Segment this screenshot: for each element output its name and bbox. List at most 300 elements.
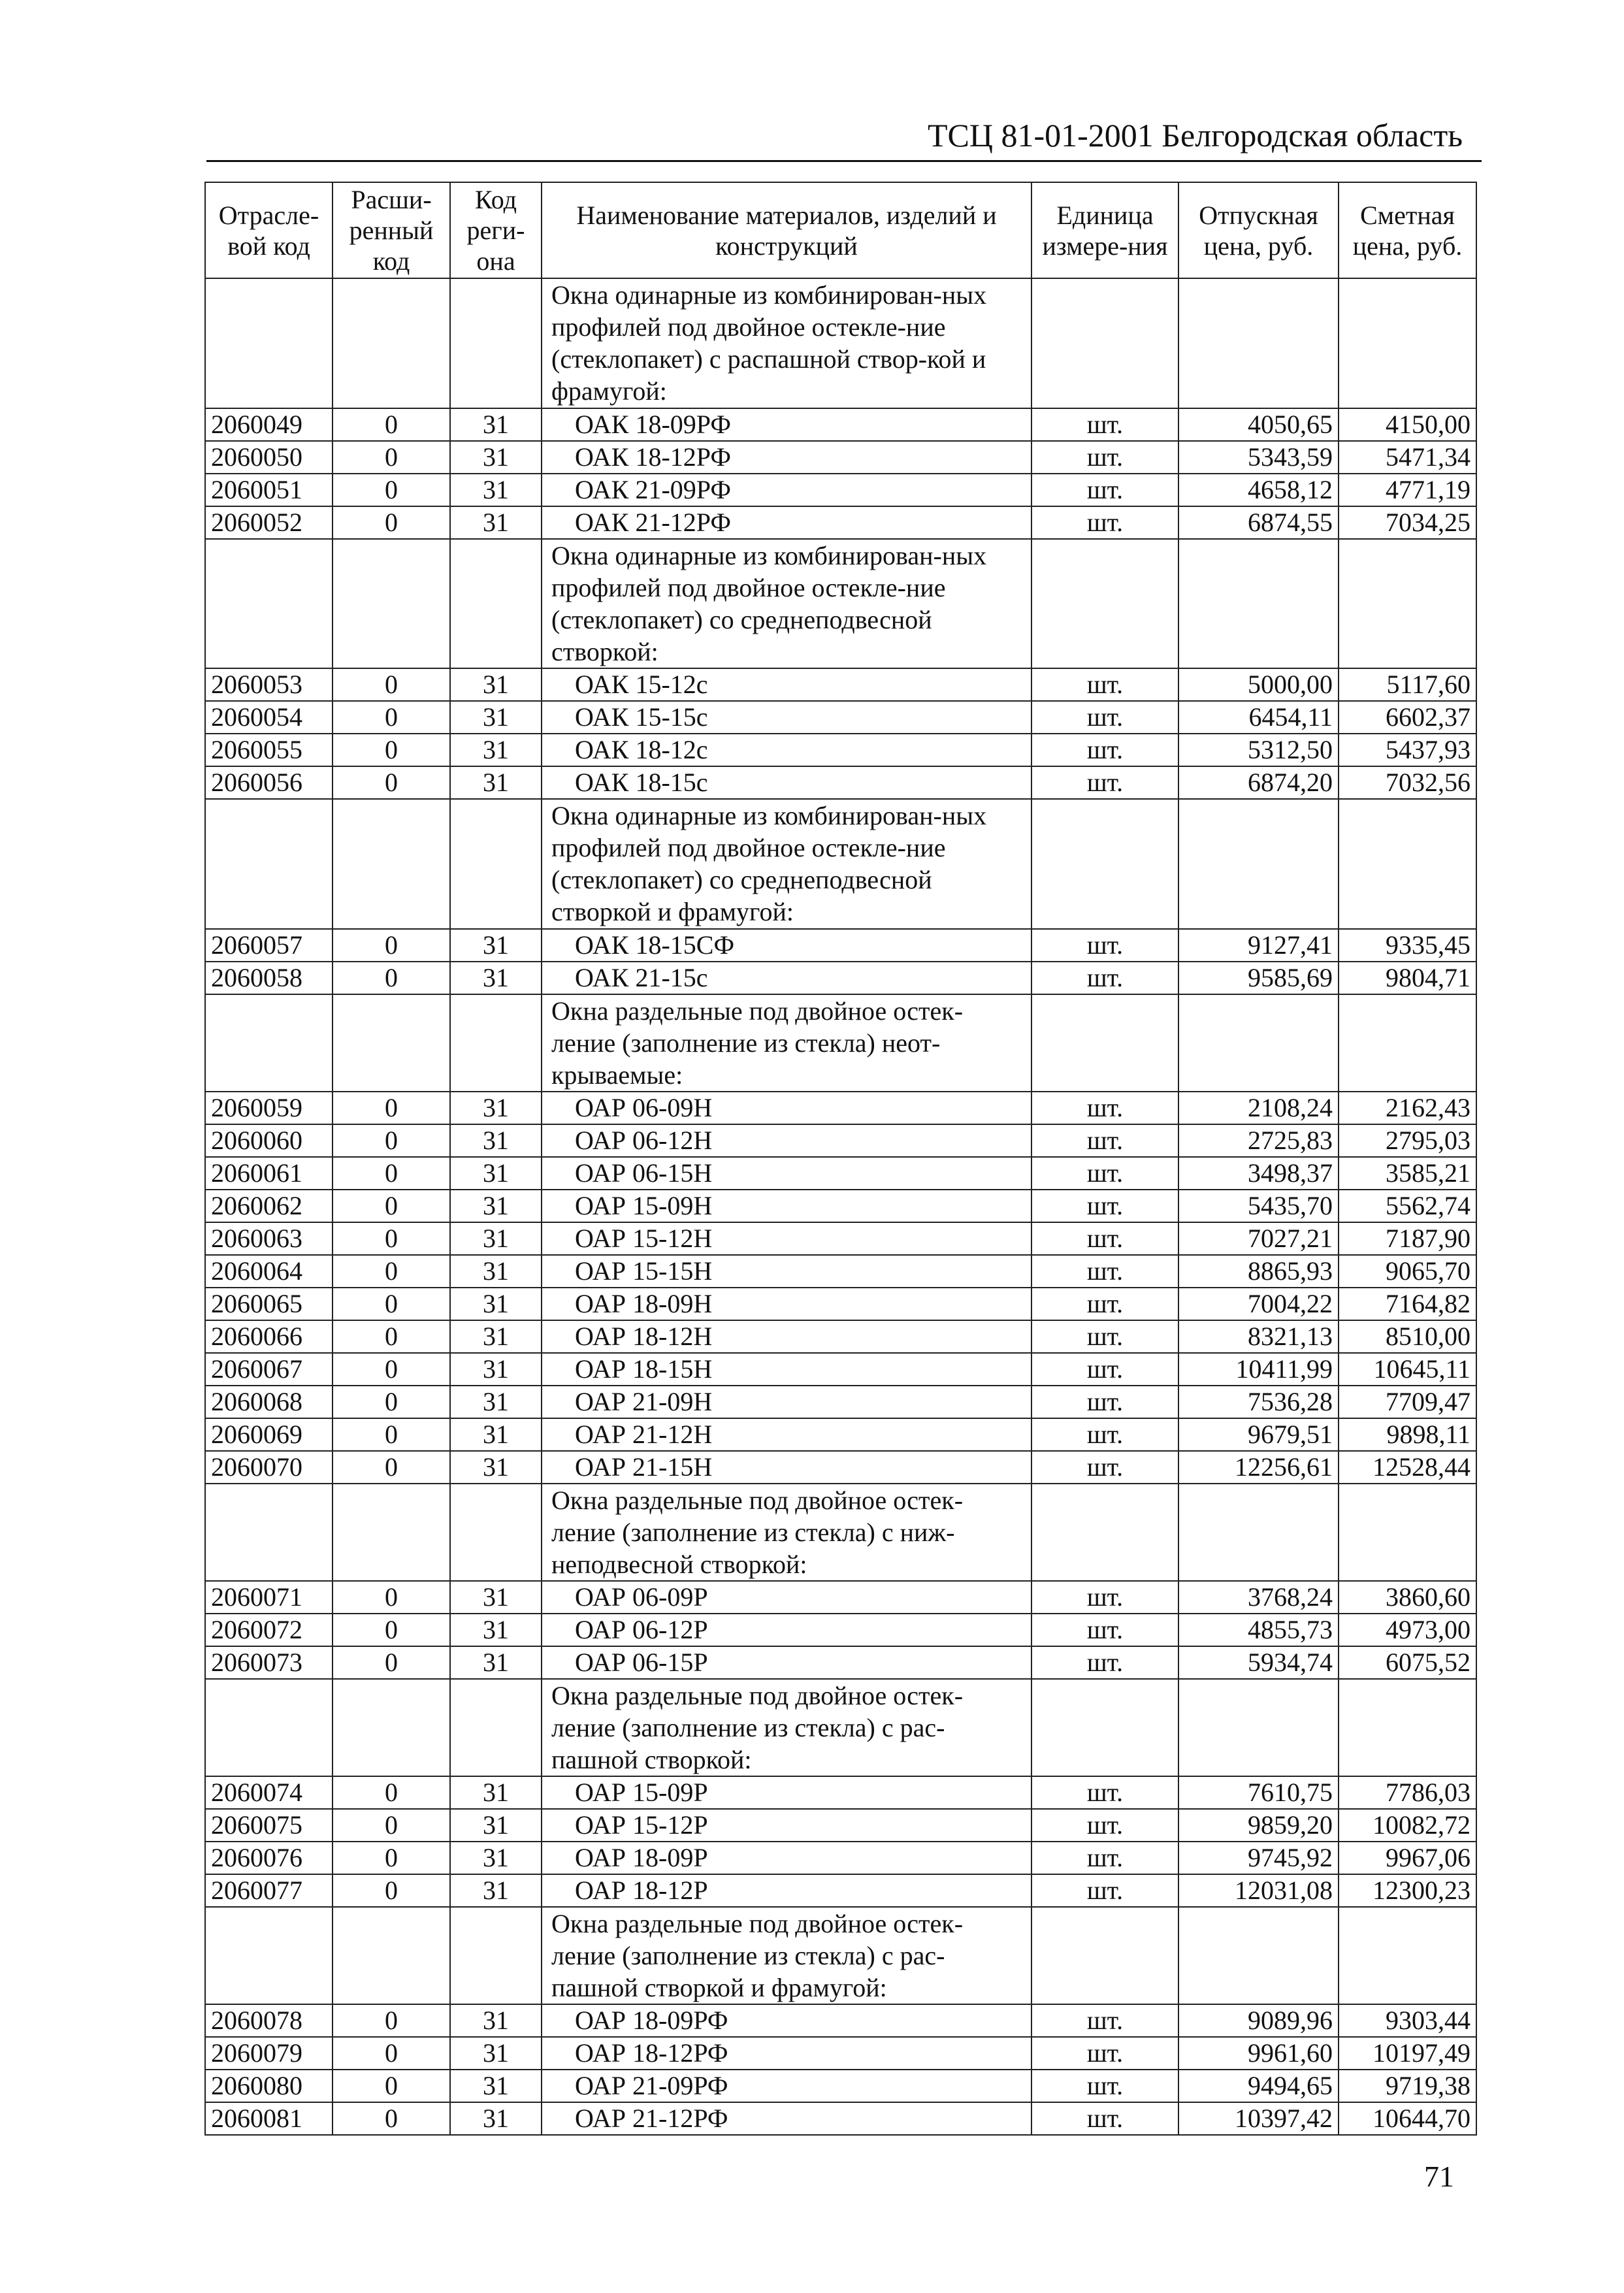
cell-release-price: 4658,12 — [1178, 474, 1339, 506]
cell-name: ОАР 21-12Н — [542, 1418, 1031, 1451]
cell-unit: шт. — [1031, 506, 1178, 539]
cell-region-code: 31 — [450, 734, 542, 766]
cell-ext-code: 0 — [333, 1320, 450, 1353]
empty-cell — [205, 1907, 333, 2004]
empty-cell — [1031, 799, 1178, 929]
cell-ext-code: 0 — [333, 1614, 450, 1646]
group-title: Окна одинарные из комбинирован-ных профилей под двойное остекле-ние (стеклопакет) со среднеподвесной створкой и фрамугой: — [542, 799, 1031, 929]
table-row — [205, 929, 1476, 962]
empty-cell — [333, 1484, 450, 1581]
table-row — [205, 1418, 1476, 1451]
cell-code: 2060053 — [205, 668, 333, 701]
table-row — [205, 962, 1476, 994]
cell-region-code: 31 — [450, 1874, 542, 1907]
cell-unit: шт. — [1031, 701, 1178, 734]
table-row — [205, 1646, 1476, 1679]
cell-estimate-price: 7187,90 — [1339, 1222, 1476, 1255]
cell-code: 2060049 — [205, 408, 333, 441]
cell-region-code: 31 — [450, 1842, 542, 1874]
cell-release-price: 5312,50 — [1178, 734, 1339, 766]
group-title: Окна раздельные под двойное остек-ление (заполнение из стекла) с рас-пашной створкой и фрамугой: — [542, 1907, 1031, 2004]
empty-cell — [1178, 1484, 1339, 1581]
cell-estimate-price: 5562,74 — [1339, 1190, 1476, 1222]
cell-region-code: 31 — [450, 1320, 542, 1353]
empty-cell — [1339, 1907, 1476, 2004]
cell-region-code: 31 — [450, 1451, 542, 1484]
empty-cell — [1031, 1679, 1178, 1776]
group-title-row — [205, 1484, 1476, 1581]
cell-ext-code: 0 — [333, 1874, 450, 1907]
table-row — [205, 1581, 1476, 1614]
cell-ext-code: 0 — [333, 734, 450, 766]
table-row — [205, 1809, 1476, 1842]
empty-cell — [1178, 539, 1339, 668]
cell-ext-code: 0 — [333, 1124, 450, 1157]
table-row — [205, 1386, 1476, 1418]
cell-release-price: 7004,22 — [1178, 1288, 1339, 1320]
empty-cell — [205, 1679, 333, 1776]
table-row — [205, 1190, 1476, 1222]
cell-unit: шт. — [1031, 1842, 1178, 1874]
cell-code: 2060050 — [205, 441, 333, 474]
cell-release-price: 5435,70 — [1178, 1190, 1339, 1222]
col-header-code: Отрасле-вой код — [205, 182, 333, 278]
cell-unit: шт. — [1031, 929, 1178, 962]
cell-estimate-price: 5117,60 — [1339, 668, 1476, 701]
cell-ext-code: 0 — [333, 408, 450, 441]
cell-code: 2060081 — [205, 2102, 333, 2135]
group-title-row — [205, 278, 1476, 408]
cell-estimate-price: 9335,45 — [1339, 929, 1476, 962]
table-body — [205, 278, 1476, 2135]
cell-region-code: 31 — [450, 1646, 542, 1679]
cell-ext-code: 0 — [333, 1581, 450, 1614]
cell-ext-code: 0 — [333, 2102, 450, 2135]
table-row — [205, 1353, 1476, 1386]
table-row — [205, 1092, 1476, 1124]
group-title: Окна раздельные под двойное остек-ление (заполнение из стекла) с ниж-неподвесной створкой: — [542, 1484, 1031, 1581]
cell-estimate-price: 2795,03 — [1339, 1124, 1476, 1157]
cell-ext-code: 0 — [333, 1842, 450, 1874]
cell-region-code: 31 — [450, 2070, 542, 2102]
cell-release-price: 9961,60 — [1178, 2037, 1339, 2070]
group-title: Окна одинарные из комбинирован-ных профилей под двойное остекле-ние (стеклопакет) с распашной створ-кой и фрамугой: — [542, 278, 1031, 408]
cell-unit: шт. — [1031, 1874, 1178, 1907]
empty-cell — [1178, 278, 1339, 408]
cell-estimate-price: 7709,47 — [1339, 1386, 1476, 1418]
cell-unit: шт. — [1031, 1646, 1178, 1679]
cell-estimate-price: 7032,56 — [1339, 766, 1476, 799]
col-header-estimate-price: Сметная цена, руб. — [1339, 182, 1476, 278]
table-row — [205, 2102, 1476, 2135]
empty-cell — [1339, 799, 1476, 929]
cell-unit: шт. — [1031, 474, 1178, 506]
cell-code: 2060058 — [205, 962, 333, 994]
cell-release-price: 2725,83 — [1178, 1124, 1339, 1157]
cell-unit: шт. — [1031, 1353, 1178, 1386]
cell-ext-code: 0 — [333, 701, 450, 734]
table-row — [205, 734, 1476, 766]
cell-name: ОАР 21-09РФ — [542, 2070, 1031, 2102]
empty-cell — [450, 278, 542, 408]
cell-name: ОАК 21-12РФ — [542, 506, 1031, 539]
cell-release-price: 8865,93 — [1178, 1255, 1339, 1288]
cell-estimate-price: 4973,00 — [1339, 1614, 1476, 1646]
empty-cell — [450, 539, 542, 668]
table-row — [205, 408, 1476, 441]
empty-cell — [205, 539, 333, 668]
cell-name: ОАК 18-09РФ — [542, 408, 1031, 441]
empty-cell — [1031, 278, 1178, 408]
cell-ext-code: 0 — [333, 2037, 450, 2070]
cell-ext-code: 0 — [333, 474, 450, 506]
cell-unit: шт. — [1031, 766, 1178, 799]
cell-unit: шт. — [1031, 1124, 1178, 1157]
cell-estimate-price: 3585,21 — [1339, 1157, 1476, 1190]
cell-estimate-price: 7164,82 — [1339, 1288, 1476, 1320]
group-title-row — [205, 539, 1476, 668]
cell-code: 2060079 — [205, 2037, 333, 2070]
cell-release-price: 8321,13 — [1178, 1320, 1339, 1353]
cell-region-code: 31 — [450, 1157, 542, 1190]
cell-code: 2060072 — [205, 1614, 333, 1646]
cell-release-price: 3498,37 — [1178, 1157, 1339, 1190]
empty-cell — [450, 1907, 542, 2004]
cell-release-price: 9089,96 — [1178, 2004, 1339, 2037]
table-row — [205, 1451, 1476, 1484]
table-row — [205, 1222, 1476, 1255]
cell-unit: шт. — [1031, 1320, 1178, 1353]
cell-release-price: 6874,20 — [1178, 766, 1339, 799]
cell-code: 2060057 — [205, 929, 333, 962]
cell-estimate-price: 6075,52 — [1339, 1646, 1476, 1679]
cell-code: 2060051 — [205, 474, 333, 506]
table-row — [205, 1320, 1476, 1353]
cell-name: ОАР 18-12РФ — [542, 2037, 1031, 2070]
cell-name: ОАР 15-15Н — [542, 1255, 1031, 1288]
cell-code: 2060080 — [205, 2070, 333, 2102]
cell-name: ОАК 15-15с — [542, 701, 1031, 734]
cell-unit: шт. — [1031, 1451, 1178, 1484]
cell-release-price: 7610,75 — [1178, 1776, 1339, 1809]
cell-unit: шт. — [1031, 408, 1178, 441]
cell-region-code: 31 — [450, 1222, 542, 1255]
group-title: Окна раздельные под двойное остек-ление (заполнение из стекла) с рас-пашной створкой: — [542, 1679, 1031, 1776]
cell-region-code: 31 — [450, 962, 542, 994]
cell-release-price: 10397,42 — [1178, 2102, 1339, 2135]
cell-ext-code: 0 — [333, 506, 450, 539]
cell-region-code: 31 — [450, 1124, 542, 1157]
cell-estimate-price: 10645,11 — [1339, 1353, 1476, 1386]
cell-ext-code: 0 — [333, 1386, 450, 1418]
empty-cell — [1178, 1907, 1339, 2004]
cell-estimate-price: 3860,60 — [1339, 1581, 1476, 1614]
cell-release-price: 12256,61 — [1178, 1451, 1339, 1484]
cell-ext-code: 0 — [333, 1418, 450, 1451]
cell-estimate-price: 9719,38 — [1339, 2070, 1476, 2102]
cell-ext-code: 0 — [333, 1255, 450, 1288]
group-title: Окна одинарные из комбинирован-ных профилей под двойное остекле-ние (стеклопакет) со среднеподвесной створкой: — [542, 539, 1031, 668]
table-header-row — [205, 182, 1476, 278]
cell-estimate-price: 7786,03 — [1339, 1776, 1476, 1809]
table-row — [205, 1255, 1476, 1288]
table-row — [205, 1874, 1476, 1907]
cell-code: 2060052 — [205, 506, 333, 539]
cell-ext-code: 0 — [333, 1190, 450, 1222]
cell-release-price: 7536,28 — [1178, 1386, 1339, 1418]
cell-code: 2060066 — [205, 1320, 333, 1353]
cell-region-code: 31 — [450, 441, 542, 474]
empty-cell — [333, 278, 450, 408]
cell-region-code: 31 — [450, 1092, 542, 1124]
empty-cell — [1178, 994, 1339, 1092]
col-header-name: Наименование материалов, изделий и конструкций — [542, 182, 1031, 278]
empty-cell — [1031, 539, 1178, 668]
cell-region-code: 31 — [450, 474, 542, 506]
cell-name: ОАР 15-12Р — [542, 1809, 1031, 1842]
empty-cell — [450, 799, 542, 929]
cell-estimate-price: 12300,23 — [1339, 1874, 1476, 1907]
cell-release-price: 10411,99 — [1178, 1353, 1339, 1386]
group-title-row — [205, 1679, 1476, 1776]
empty-cell — [1031, 1484, 1178, 1581]
table-row — [205, 2004, 1476, 2037]
empty-cell — [1178, 1679, 1339, 1776]
cell-release-price: 3768,24 — [1178, 1581, 1339, 1614]
cell-unit: шт. — [1031, 1581, 1178, 1614]
table-row — [205, 1842, 1476, 1874]
cell-unit: шт. — [1031, 2070, 1178, 2102]
empty-cell — [1339, 1484, 1476, 1581]
cell-region-code: 31 — [450, 1418, 542, 1451]
cell-region-code: 31 — [450, 929, 542, 962]
col-header-unit: Единица измере-ния — [1031, 182, 1178, 278]
cell-ext-code: 0 — [333, 668, 450, 701]
empty-cell — [333, 994, 450, 1092]
cell-name: ОАК 18-12РФ — [542, 441, 1031, 474]
cell-ext-code: 0 — [333, 1222, 450, 1255]
cell-estimate-price: 10644,70 — [1339, 2102, 1476, 2135]
cell-estimate-price: 6602,37 — [1339, 701, 1476, 734]
cell-ext-code: 0 — [333, 962, 450, 994]
cell-name: ОАР 15-09Н — [542, 1190, 1031, 1222]
cell-release-price: 9859,20 — [1178, 1809, 1339, 1842]
cell-release-price: 4050,65 — [1178, 408, 1339, 441]
cell-unit: шт. — [1031, 2037, 1178, 2070]
group-title-row — [205, 994, 1476, 1092]
cell-name: ОАК 18-15СФ — [542, 929, 1031, 962]
col-header-release-price: Отпускная цена, руб. — [1178, 182, 1339, 278]
cell-unit: шт. — [1031, 1288, 1178, 1320]
cell-ext-code: 0 — [333, 2004, 450, 2037]
cell-code: 2060070 — [205, 1451, 333, 1484]
cell-release-price: 5000,00 — [1178, 668, 1339, 701]
table-row — [205, 1614, 1476, 1646]
cell-code: 2060065 — [205, 1288, 333, 1320]
cell-name: ОАР 18-12Н — [542, 1320, 1031, 1353]
cell-estimate-price: 2162,43 — [1339, 1092, 1476, 1124]
cell-name: ОАР 18-12Р — [542, 1874, 1031, 1907]
cell-unit: шт. — [1031, 734, 1178, 766]
cell-estimate-price: 10082,72 — [1339, 1809, 1476, 1842]
cell-estimate-price: 12528,44 — [1339, 1451, 1476, 1484]
cell-code: 2060068 — [205, 1386, 333, 1418]
cell-estimate-price: 5437,93 — [1339, 734, 1476, 766]
cell-region-code: 31 — [450, 1190, 542, 1222]
cell-ext-code: 0 — [333, 1288, 450, 1320]
cell-name: ОАР 06-12Н — [542, 1124, 1031, 1157]
empty-cell — [205, 799, 333, 929]
cell-ext-code: 0 — [333, 2070, 450, 2102]
cell-name: ОАР 06-15Р — [542, 1646, 1031, 1679]
cell-unit: шт. — [1031, 1092, 1178, 1124]
cell-release-price: 6874,55 — [1178, 506, 1339, 539]
price-table — [204, 182, 1477, 2136]
cell-name: ОАР 06-12Р — [542, 1614, 1031, 1646]
cell-unit: шт. — [1031, 1190, 1178, 1222]
cell-unit: шт. — [1031, 1614, 1178, 1646]
cell-release-price: 5934,74 — [1178, 1646, 1339, 1679]
cell-region-code: 31 — [450, 668, 542, 701]
cell-name: ОАР 18-15Н — [542, 1353, 1031, 1386]
cell-release-price: 9679,51 — [1178, 1418, 1339, 1451]
table-row — [205, 1776, 1476, 1809]
cell-code: 2060059 — [205, 1092, 333, 1124]
cell-region-code: 31 — [450, 506, 542, 539]
cell-estimate-price: 5471,34 — [1339, 441, 1476, 474]
cell-name: ОАР 15-09Р — [542, 1776, 1031, 1809]
cell-estimate-price: 9967,06 — [1339, 1842, 1476, 1874]
empty-cell — [333, 539, 450, 668]
group-title-row — [205, 1907, 1476, 2004]
cell-code: 2060064 — [205, 1255, 333, 1288]
cell-ext-code: 0 — [333, 1776, 450, 1809]
cell-name: ОАК 18-15с — [542, 766, 1031, 799]
empty-cell — [333, 799, 450, 929]
cell-ext-code: 0 — [333, 441, 450, 474]
cell-code: 2060076 — [205, 1842, 333, 1874]
cell-region-code: 31 — [450, 2037, 542, 2070]
empty-cell — [333, 1679, 450, 1776]
cell-code: 2060071 — [205, 1581, 333, 1614]
cell-unit: шт. — [1031, 1809, 1178, 1842]
cell-estimate-price: 9898,11 — [1339, 1418, 1476, 1451]
cell-unit: шт. — [1031, 1386, 1178, 1418]
cell-name: ОАР 06-15Н — [542, 1157, 1031, 1190]
cell-name: ОАР 21-15Н — [542, 1451, 1031, 1484]
cell-code: 2060061 — [205, 1157, 333, 1190]
cell-name: ОАК 15-12с — [542, 668, 1031, 701]
cell-unit: шт. — [1031, 441, 1178, 474]
cell-code: 2060075 — [205, 1809, 333, 1842]
empty-cell — [450, 1484, 542, 1581]
cell-region-code: 31 — [450, 1288, 542, 1320]
cell-estimate-price: 10197,49 — [1339, 2037, 1476, 2070]
empty-cell — [333, 1907, 450, 2004]
cell-code: 2060067 — [205, 1353, 333, 1386]
cell-release-price: 12031,08 — [1178, 1874, 1339, 1907]
empty-cell — [1339, 539, 1476, 668]
cell-name: ОАР 18-09Р — [542, 1842, 1031, 1874]
cell-release-price: 7027,21 — [1178, 1222, 1339, 1255]
empty-cell — [450, 1679, 542, 1776]
table-row — [205, 668, 1476, 701]
cell-unit: шт. — [1031, 2004, 1178, 2037]
cell-region-code: 31 — [450, 408, 542, 441]
cell-name: ОАР 21-12РФ — [542, 2102, 1031, 2135]
cell-ext-code: 0 — [333, 1353, 450, 1386]
cell-code: 2060060 — [205, 1124, 333, 1157]
cell-estimate-price: 8510,00 — [1339, 1320, 1476, 1353]
cell-region-code: 31 — [450, 1776, 542, 1809]
cell-estimate-price: 4150,00 — [1339, 408, 1476, 441]
table-row — [205, 1124, 1476, 1157]
cell-code: 2060069 — [205, 1418, 333, 1451]
cell-name: ОАК 21-09РФ — [542, 474, 1031, 506]
cell-name: ОАР 18-09Н — [542, 1288, 1031, 1320]
cell-code: 2060073 — [205, 1646, 333, 1679]
cell-code: 2060062 — [205, 1190, 333, 1222]
cell-ext-code: 0 — [333, 929, 450, 962]
cell-release-price: 9745,92 — [1178, 1842, 1339, 1874]
cell-region-code: 31 — [450, 1386, 542, 1418]
cell-release-price: 6454,11 — [1178, 701, 1339, 734]
cell-region-code: 31 — [450, 1809, 542, 1842]
cell-estimate-price: 9303,44 — [1339, 2004, 1476, 2037]
cell-code: 2060077 — [205, 1874, 333, 1907]
cell-region-code: 31 — [450, 1353, 542, 1386]
cell-unit: шт. — [1031, 668, 1178, 701]
group-title: Окна раздельные под двойное остек-ление (заполнение из стекла) неот-крываемые: — [542, 994, 1031, 1092]
cell-unit: шт. — [1031, 1418, 1178, 1451]
table-row — [205, 2070, 1476, 2102]
cell-release-price: 4855,73 — [1178, 1614, 1339, 1646]
cell-estimate-price: 4771,19 — [1339, 474, 1476, 506]
table-row — [205, 1157, 1476, 1190]
cell-code: 2060055 — [205, 734, 333, 766]
table-row — [205, 474, 1476, 506]
empty-cell — [205, 994, 333, 1092]
cell-unit: шт. — [1031, 1776, 1178, 1809]
cell-region-code: 31 — [450, 1581, 542, 1614]
table-row — [205, 701, 1476, 734]
cell-code: 2060078 — [205, 2004, 333, 2037]
group-title-row — [205, 799, 1476, 929]
empty-cell — [1178, 799, 1339, 929]
cell-name: ОАК 21-15с — [542, 962, 1031, 994]
cell-name: ОАК 18-12с — [542, 734, 1031, 766]
cell-release-price: 5343,59 — [1178, 441, 1339, 474]
cell-ext-code: 0 — [333, 766, 450, 799]
page-header: ТСЦ 81-01-2001 Белгородская область — [928, 117, 1463, 154]
cell-release-price: 9494,65 — [1178, 2070, 1339, 2102]
cell-ext-code: 0 — [333, 1451, 450, 1484]
cell-unit: шт. — [1031, 2102, 1178, 2135]
empty-cell — [1031, 994, 1178, 1092]
cell-release-price: 9127,41 — [1178, 929, 1339, 962]
table-row — [205, 506, 1476, 539]
table-row — [205, 2037, 1476, 2070]
empty-cell — [1339, 1679, 1476, 1776]
cell-release-price: 2108,24 — [1178, 1092, 1339, 1124]
cell-region-code: 31 — [450, 766, 542, 799]
empty-cell — [1339, 278, 1476, 408]
empty-cell — [1031, 1907, 1178, 2004]
empty-cell — [205, 1484, 333, 1581]
col-header-ext-code: Расши-ренный код — [333, 182, 450, 278]
cell-ext-code: 0 — [333, 1092, 450, 1124]
cell-estimate-price: 9065,70 — [1339, 1255, 1476, 1288]
